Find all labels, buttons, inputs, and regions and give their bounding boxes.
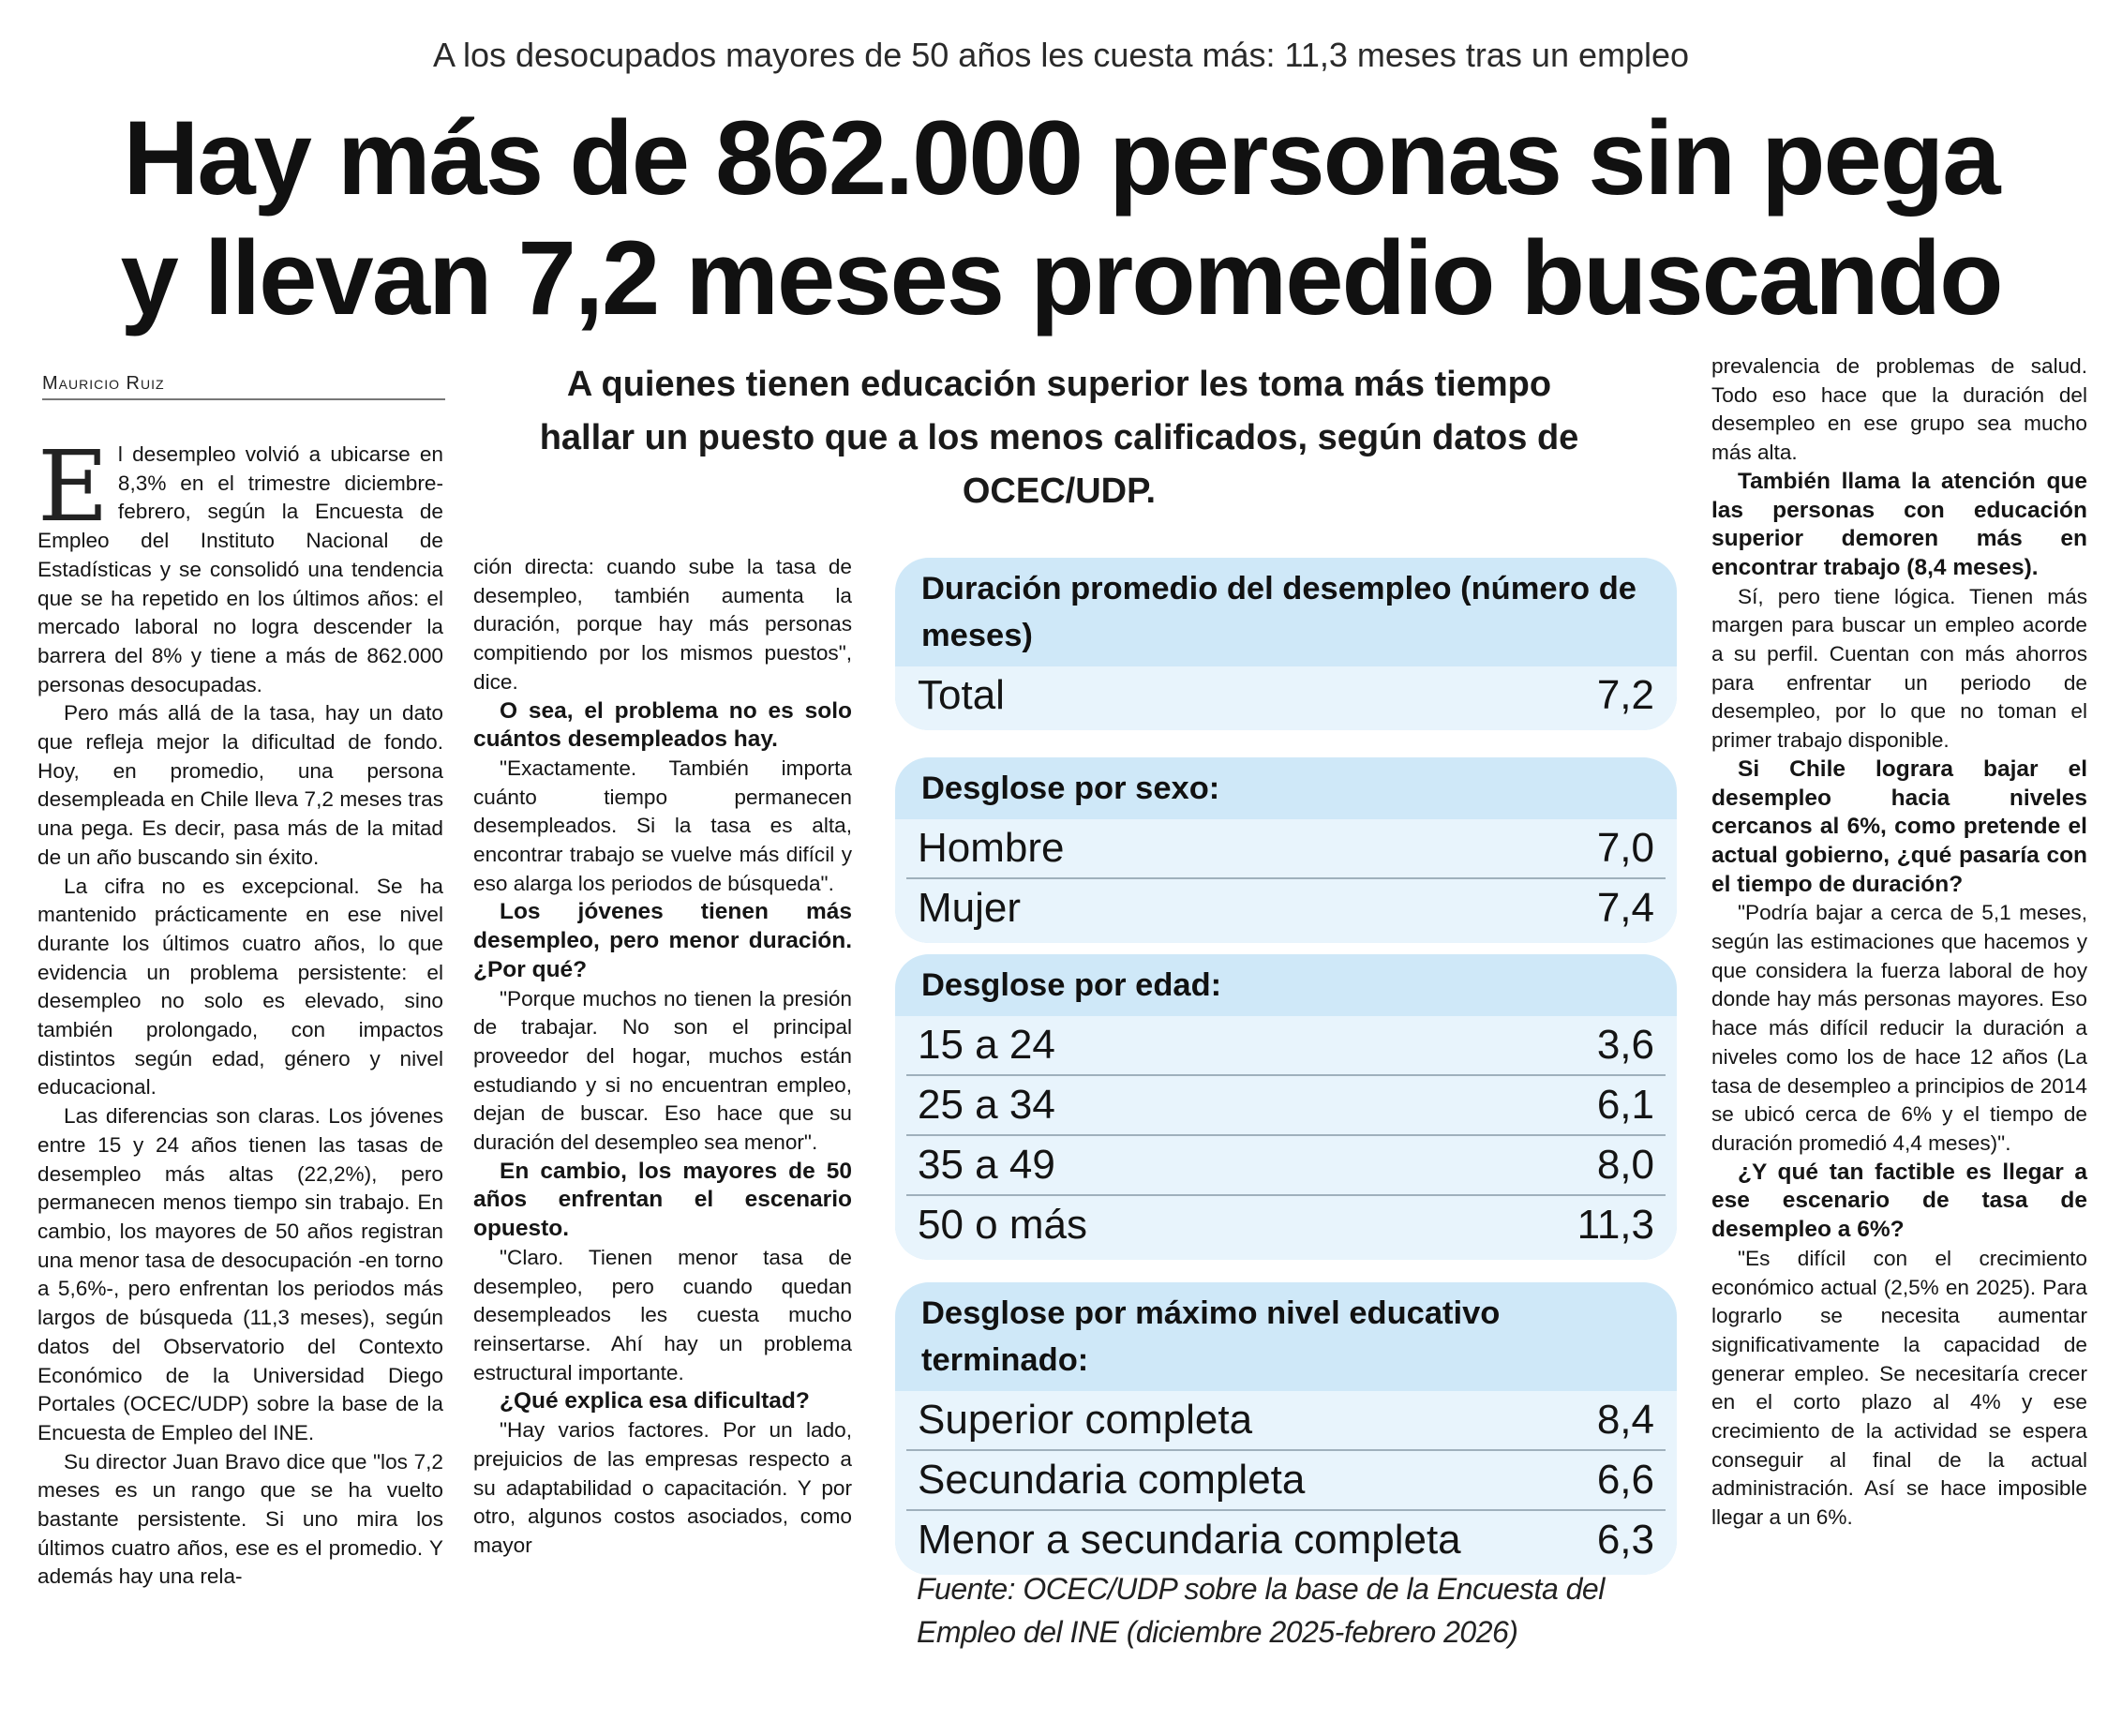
box-edad (895, 954, 1677, 1260)
data-row (906, 1016, 1666, 1074)
box-educacion-title: Desglose por máximo nivel educativo terminado: (921, 1295, 1501, 1378)
deck: A quienes tienen educación superior les toma más tiempo hallar un puesto que a los menos calificados, según datos de OCEC/UDP. (539, 365, 1579, 511)
box-total (895, 558, 1677, 730)
row-label: Mujer (918, 885, 1022, 931)
interview-question: ¿Qué explica esa dificultad? (500, 1388, 810, 1414)
data-row (906, 1449, 1666, 1509)
headline (0, 98, 2122, 338)
interview-answer: "Es difícil con el crecimiento económico actual (2,5% en 2025). Para lograrlo se necesita aumentar significativamente la capacidad de generar empleo. Se necesitaría crecer en el corto plazo al 4% y ese crecimiento de la actividad se espera conseguir al final de la actual administración. Así se hace imposible llegar a un 6%. (1711, 1246, 2087, 1530)
box-edad-title: Desglose por edad: (921, 967, 1222, 1003)
interview-answer: "Claro. Tienen menor tasa de desempleo, pero cuando quedan desempleados les cuesta mucho reinsertarse. Ahí hay un problema estructural importante. (473, 1245, 852, 1384)
interview-answer: Sí, pero tiene lógica. Tienen más margen para buscar un empleo acorde a su perfil. Cuentan con más ahorros para enfrentar un periodo de desempleo, por lo que no toman el primer trabajo disponible. (1711, 584, 2087, 753)
row-value: 7,4 (1596, 885, 1654, 931)
data-row (906, 819, 1666, 877)
article-column-3 (1711, 352, 2087, 1533)
data-row (906, 877, 1666, 937)
row-value: 8,4 (1596, 1397, 1654, 1443)
row-value: 6,1 (1596, 1082, 1654, 1128)
headline-line-1: Hay más de 862.000 personas sin pega (123, 99, 1999, 217)
interview-question: Si Chile lograra bajar el desempleo hacia niveles cercanos al 6%, como pretende el actual gobierno, ¿qué pasaría con el tiempo de duración? (1711, 756, 2087, 897)
article-column-2 (473, 553, 852, 1561)
interview-question: O sea, el problema no es solo cuántos desempleados hay. (473, 697, 852, 753)
row-value: 8,0 (1596, 1142, 1654, 1188)
data-row (906, 1194, 1666, 1254)
row-label: Menor a secundaria completa (918, 1517, 1461, 1563)
box-sexo (895, 757, 1677, 943)
interview-answer: "Exactamente. También importa cuánto tiempo permanecen desempleados. Si la tasa es alta, encontrar trabajo se vuelve más difícil y eso alarga los periodos de búsqueda". (473, 756, 852, 895)
row-value: 6,6 (1596, 1457, 1654, 1503)
article-paragraph: prevalencia de problemas de salud. Todo eso hace que la duración del desempleo en ese grupo sea mucho más alta. (1711, 354, 2087, 465)
box-total-title: Duración promedio del desempleo (número de meses) (921, 571, 1636, 653)
interview-question: En cambio, los mayores de 50 años enfrentan el escenario opuesto. (473, 1158, 852, 1242)
article-paragraph: El desempleo volvió a ubicarse en 8,3% en el trimestre diciembre-febrero, según la Encuesta de Empleo del Instituto Nacional de Estadísticas y se consolidó una tendencia que se ha repetido en los últimos años: el mercado laboral no logra descender la barrera del 8% y tiene a más de 862.000 personas desocupadas. (37, 429, 443, 696)
row-label: Total (918, 672, 1005, 718)
article-paragraph: ción directa: cuando sube la tasa de desempleo, también aumenta la duración, porque hay más personas compitiendo por los mismos puestos", dice. (473, 555, 852, 694)
box-educacion (895, 1282, 1677, 1575)
article-paragraph: Pero más allá de la tasa, hay un dato que refleja mejor la dificultad de fondo. Hoy, en promedio, una persona desempleada en Chile lleva 7,2 meses tras una pega. Es decir, pasa más de la mitad de un año buscando sin éxito. (37, 701, 443, 869)
row-label: Superior completa (918, 1397, 1253, 1443)
data-row (906, 1509, 1666, 1569)
kicker: A los desocupados mayores de 50 años les cuesta más: 11,3 meses tras un empleo (432, 36, 1690, 74)
interview-answer: "Podría bajar a cerca de 5,1 meses, según las estimaciones que hacemos y que considera la fuerza laboral de hoy donde hay más personas mayores. Eso hace más difícil reducir la duración a niveles como los de hace 12 años (La tasa de desempleo a principios de 2014 se ubicó cerca de 6% y el tiempo de duración promedió 4,4 meses)". (1711, 901, 2087, 1155)
headline-line-2: y llevan 7,2 meses promedio buscando (120, 219, 2002, 337)
infographic-source: Fuente: OCEC/UDP sobre la base de la Encuesta del Empleo del INE (diciembre 2025-febrero 2026) (917, 1572, 1605, 1649)
interview-answer: "Hay varios factores. Por un lado, prejuicios de las empresas respecto a su adaptabilidad o capacitación. Y por otro, algunos costos asociados, como mayor (473, 1418, 852, 1557)
row-label: Secundaria completa (918, 1457, 1306, 1503)
interview-question: Los jóvenes tienen más desempleo, pero menor duración. ¿Por qué? (473, 899, 852, 982)
row-value: 6,3 (1596, 1517, 1654, 1563)
row-label: 50 o más (918, 1202, 1087, 1248)
data-row (906, 1391, 1666, 1449)
article-paragraph: Su director Juan Bravo dice que "los 7,2 meses es un rango que se ha vuelto bastante persistente. Si uno mira los últimos cuatro años, ese es el promedio. Y además hay una rela- (37, 1449, 443, 1589)
box-sexo-title: Desglose por sexo: (921, 771, 1220, 806)
drop-cap: E (37, 429, 109, 544)
article-paragraph: Las diferencias son claras. Los jóvenes entre 15 y 24 años tienen las tasas de desempleo más altas (22,2%), pero permanecen menos tiempo sin trabajo. En cambio, los mayores de 50 años registran una menor tasa de desocupación -en torno a 5,6%-, pero enfrentan los periodos más largos de búsqueda (11,3 meses), según datos del Observatorio del Contexto Económico de la Universidad Diego Portales (OCEC/UDP) sobre la base de la Encuesta de Empleo del INE. (37, 1104, 443, 1444)
row-label: 15 a 24 (918, 1022, 1055, 1068)
row-label: Hombre (918, 825, 1065, 871)
row-value: 3,6 (1596, 1022, 1654, 1068)
article-column-1 (37, 429, 443, 1592)
data-row (906, 1134, 1666, 1194)
interview-question: ¿Y qué tan factible es llegar a ese escenario de tasa de desempleo a 6%? (1711, 1159, 2087, 1243)
byline: Mauricio Ruiz (42, 373, 445, 400)
row-value: 7,2 (1596, 672, 1654, 718)
article-paragraph: La cifra no es excepcional. Se ha mantenido prácticamente en ese nivel durante los últimos cuatro años, lo que evidencia un problema persistente: el desempleo no solo es elevado, sino también prolongado, con impactos distintos según edad, género y nivel educacional. (37, 874, 443, 1100)
interview-answer: "Porque muchos no tienen la presión de trabajar. No son el principal proveedor del hogar, muchos están estudiando y si no encuentran empleo, dejan de buscar. Eso hace que su duración del desempleo sea menor". (473, 986, 852, 1155)
interview-question: También llama la atención que las personas con educación superior demoren más en encontrar trabajo (8,4 meses). (1711, 468, 2087, 580)
data-row (906, 1074, 1666, 1134)
data-row (906, 666, 1666, 725)
row-label: 35 a 49 (918, 1142, 1055, 1188)
row-value: 7,0 (1596, 825, 1654, 871)
row-label: 25 a 34 (918, 1082, 1055, 1128)
row-value: 11,3 (1577, 1202, 1654, 1248)
